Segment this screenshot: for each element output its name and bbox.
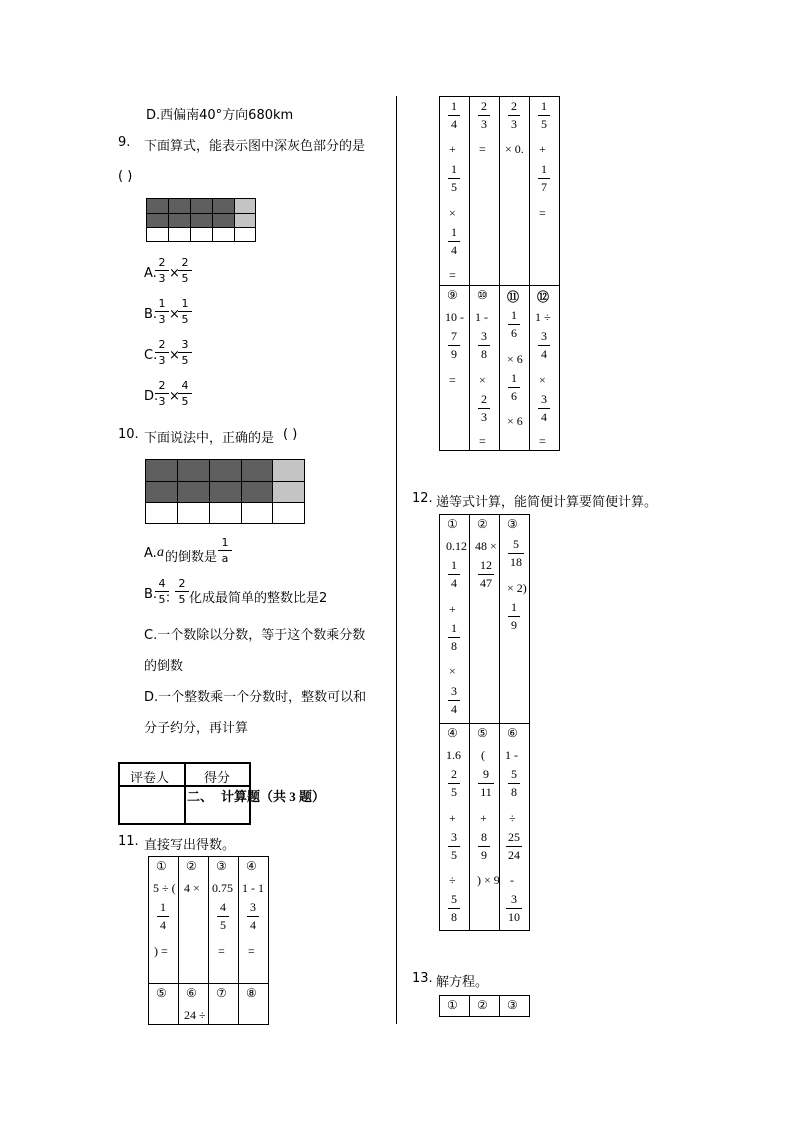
q9-option-c[interactable]: C. 2 3 × 3 5 [144,339,204,375]
q13-text: 解方程。 [436,975,489,990]
q11-number: 11. [118,834,139,849]
q9-option-a[interactable]: A. 2 3 × 2 5 [144,257,204,293]
q10-option-d-line1[interactable]: D.一个整数乘一个分数时，整数可以和 [144,690,367,705]
q12-number: 12. [412,491,433,506]
q10-option-c-line2: 的倒数 [144,659,184,674]
q13-number: 13. [412,971,433,986]
q11-text: 直接写出得数。 [144,838,236,853]
score-box-score-label: 得分 [204,771,231,786]
q9-figure [146,198,256,243]
q9-option-b[interactable]: B. 1 3 × 1 5 [144,298,204,334]
score-box-reviewer-label: 评卷人 [130,771,170,786]
q10-option-d-line2: 分子约分，再计算 [144,721,249,736]
q12-text: 递等式计算，能简便计算要简便计算。 [436,495,658,510]
q13-table: ① ② ③ [439,995,530,1017]
column-divider [396,96,397,1024]
q11-table: ① ② ③ ④ 5 ÷ ( 4 × 0.75 1 - 1 1 4 ) = 4 5 = 3 4 = ⑤ ⑥ ⑦ ⑧ 24 ÷ [148,856,269,1025]
q10-text: 下面说法中，正确的是 [144,431,275,446]
q10-option-a[interactable]: A. a 的倒数是 1 a [144,537,264,573]
q10-number: 10. [118,427,139,442]
q12-table: ① ② ③ 0.12 1 4 + 1 8 × 3 4 48 × 12 47 5 18 × 2) 1 9 ④ ⑤ ⑥ 1.6 2 5 + 3 5 ÷ 5 8 ( 9 11 + 8 9 ) × 9 1 - 5 8 ÷ 25 24 - 3 10 [439,514,530,931]
q10-option-b[interactable]: B. 4 5 ： 2 5 化成最简单的整数比是2 [144,577,328,606]
q10-figure [145,459,305,525]
section2-number: 二、 [187,790,214,805]
q9-paren: ( ) [118,169,133,184]
q10-paren: ( ) [283,427,298,442]
q9-number: 9. [118,135,131,150]
q9-option-d[interactable]: D. 2 3 × 4 5 [144,380,204,416]
q8-option-d: D.西偏南40°方向680km [146,108,294,123]
right-top-table: 1 4 + 1 5 × 1 4 = 2 3 = 2 3 × 0. 1 5 + 1 7 = ⑨ ⑩ ⑪ ⑫ 10 - 7 9 = 1 - 3 8 × 2 3 = 1 6 × 6 1 6 × 6 1 ÷ 3 4 × 3 4 = [439,96,560,451]
q10-option-c-line1[interactable]: C.一个数除以分数，等于这个数乘分数 [144,628,366,643]
q9-text: 下面算式，能表示图中深灰色部分的是 [144,139,366,154]
section2-title: 计算题（共 3 题） [221,789,326,804]
